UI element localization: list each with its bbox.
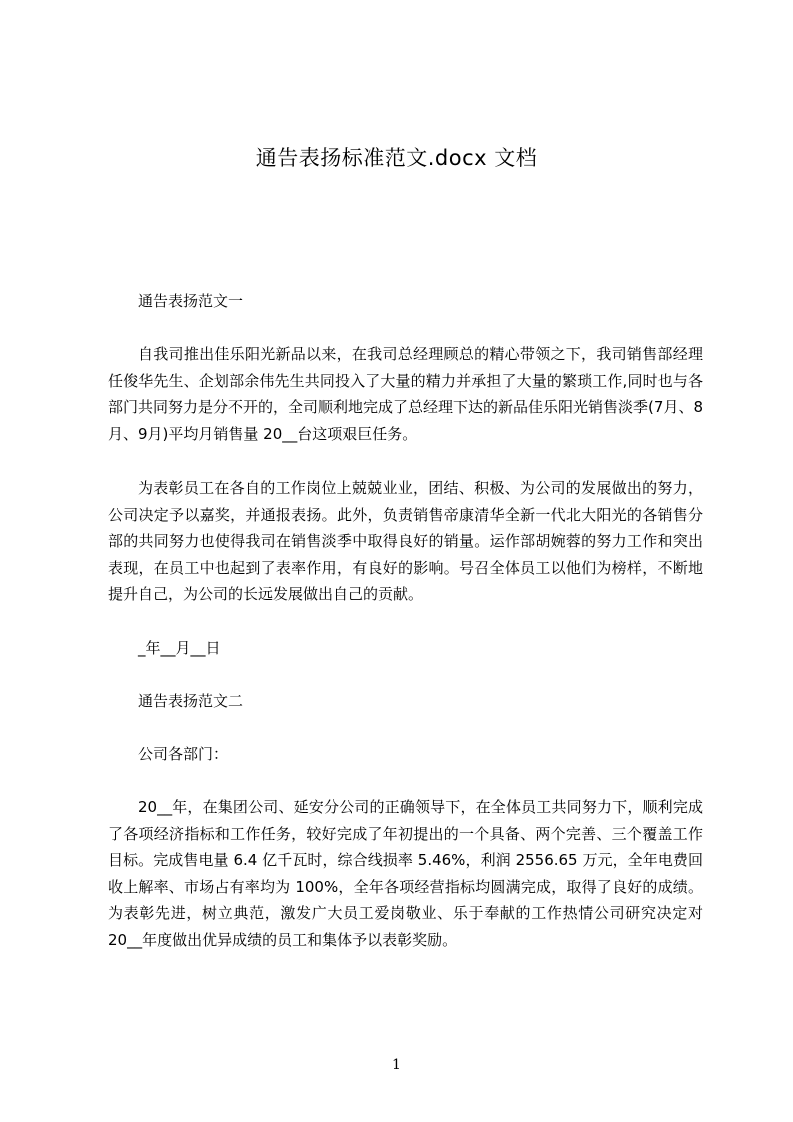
section1-paragraph1: 自我司推出佳乐阳光新品以来，在我司总经理顾总的精心带领之下，我司销售部经理任俊华先生、企划部余伟先生共同投入了大量的精力并承担了大量的繁琐工作,同时也与各部门共同努力是分不开的，全司顺利地完成了总经理下达的新品佳乐阳光销售淡季(7月、8月、9月)平均月销售量 20__台这项艰巨任务。	[108, 345, 703, 443]
section1-date: _年__月__日	[138, 639, 221, 657]
document-title: 通告表扬标准范文.docx 文档	[255, 146, 538, 170]
section1-heading: 通告表扬范文一	[138, 292, 244, 310]
page-number: 1	[392, 1057, 401, 1073]
section2-heading: 通告表扬范文二	[138, 692, 244, 710]
section1-paragraph2: 为表彰员工在各自的工作岗位上兢兢业业，团结、积极、为公司的发展做出的努力，公司决定予以嘉奖，并通报表扬。此外，负责销售帝康清华全新一代北大阳光的各销售分部的共同努力也使得我司在销售淡季中取得良好的销量。运作部胡婉蓉的努力工作和突出表现，在员工中也起到了表率作用，有良好的影响。号召全体员工以他们为榜样，不断地提升自己，为公司的长远发展做出自己的贡献。	[108, 479, 703, 603]
section2-salutation: 公司各部门：	[138, 745, 229, 763]
section2-paragraph1: 20__年，在集团公司、延安分公司的正确领导下，在全体员工共同努力下，顺利完成了各项经济指标和工作任务，较好完成了年初提出的一个具备、两个完善、三个覆盖工作目标。完成售电量 6.4 亿千瓦时，综合线损率 5.46%，利润 2556.65 万元，全年电费回收上解率、市场占有率均为 100%，全年各项经营指标均圆满完成，取得了良好的成绩。为表彰先进，树立典范，激发广大员工爱岗敬业、乐于奉献的工作热情公司研究决定对 20__年度做出优异成绩的员工和集体予以表彰奖励。	[108, 798, 703, 949]
